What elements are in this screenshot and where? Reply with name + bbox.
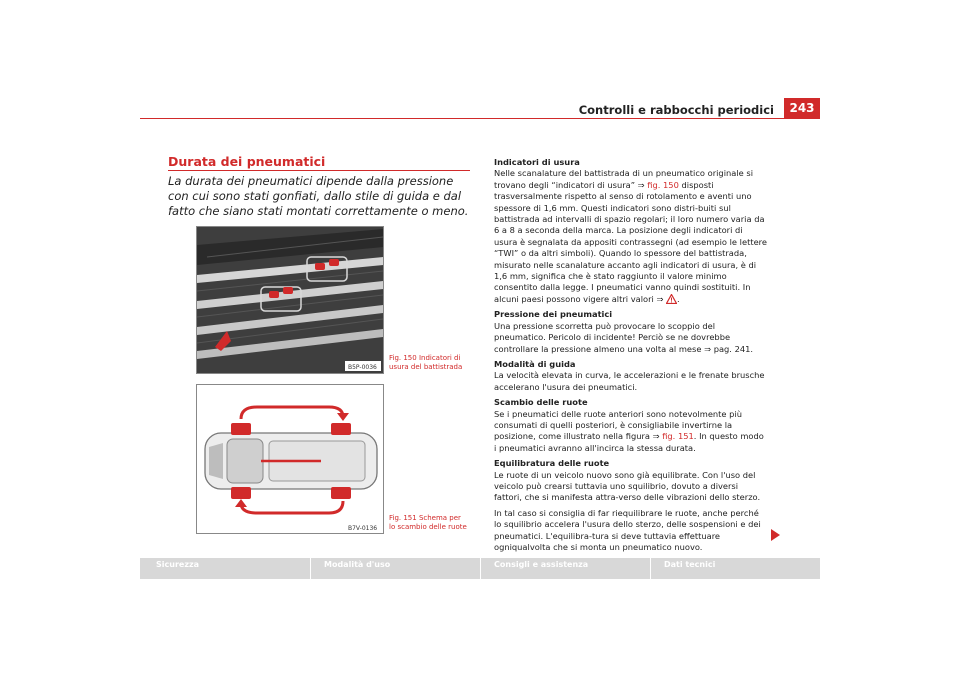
section-intro: La durata dei pneumatici dipende dalla pressione con cui sono stati gonfiati, dallo stile di guida e dal fatto che siano stati montati correttamente o meno. <box>168 174 469 218</box>
warning-triangle-icon[interactable] <box>666 294 677 304</box>
subheading-indicatori: Indicatori di usura <box>494 157 580 167</box>
paragraph-equilibratura-1: Le ruote di un veicolo nuovo sono già equilibrate. Con l'uso del veicolo può crearsi tuttavia uno squilibrio, dovuto a diversi fattori, che si manifesta attra-verso delle vibrazioni dello sterzo. <box>494 469 761 503</box>
body-column <box>494 157 768 553</box>
paragraph-scambio: Se i pneumatici delle ruote anteriori sono notevolmente più consumati di quelli posteriori, è consigliabile invertirne la posizione, come illustrato nella figura ⇒ fig. 151. In questo modo i pneumatici avranno all'incirca la stessa durata. <box>494 408 764 453</box>
header-rule <box>140 118 820 119</box>
paragraph-equilibratura-2: In tal caso si consiglia di far riequilibrare le ruote, anche perché lo squilibrio accelera l'usura dello sterzo, delle sospensioni e dei pneumatici. L'equilibra-tura si deve tuttavia effettuare ogniqualvolta che si monta un pneumatico nuovo. <box>494 507 761 552</box>
footer-separator <box>310 558 311 579</box>
figure-code: B7V-0136 <box>348 525 378 532</box>
subheading-equilibratura: Equilibratura delle ruote <box>494 458 610 469</box>
paragraph-indicatori: Nelle scanalature del battistrada di un pneumatico originale si trovano degli “indicatori di usura” ⇒ fig. 150 disposti trasversalmente rispetto al senso di rotolamento e aventi uno spessore di 1,6 mm. Questi indicatori sono distri-buiti sul battistrada ad intervalli di spazio regolari; il loro numero varia da 6 a 8 a seconda della marca. La posizione degli indicatori di usura è segnalata da appositi contrassegni (ad esempio le lettere “TWI” o da altri simboli). Quando lo spessore del battistrada, misurato nelle scanalature accanto agli indicatori di usura, è di 1,6 mm, significa che è stato raggiunto il valore minimo consentito dalla legge. I pneumatici vanno quindi sostituiti. In alcuni paesi possono vigere altri valori ⇒ . <box>494 168 768 304</box>
footer-tab-dati-tecnici[interactable]: Dati tecnici <box>664 560 716 569</box>
footer-tab-consigli-assistenza[interactable]: Consigli e assistenza <box>494 560 589 569</box>
fig-150-link[interactable]: fig. 150 <box>647 179 679 190</box>
subheading-scambio: Scambio delle ruote <box>494 397 588 408</box>
figure-wheel-rotation <box>196 384 384 534</box>
footer-tab-sicurezza[interactable]: Sicurezza <box>156 560 200 569</box>
figure-code: B5P-0036 <box>348 364 377 371</box>
paragraph-pressione: Una pressione scorretta può provocare lo scoppio del pneumatico. Pericolo di incidente! Perciò se ne dovrebbe controllare la pressione almeno una volta al mese ⇒ pag. 241. <box>494 320 754 354</box>
subheading-pressione: Pressione dei pneumatici <box>494 309 613 320</box>
next-page-arrow-icon[interactable] <box>771 529 780 541</box>
footer-separator <box>650 558 651 579</box>
section-rule <box>168 170 470 171</box>
fig-151-link[interactable]: fig. 151 <box>662 431 694 442</box>
tread-illustration <box>197 227 383 373</box>
running-header-title: Controlli e rabbocchi periodici <box>578 103 774 117</box>
figure-caption: Fig. 150 Indicatori di usura del battistrada <box>389 354 463 371</box>
wheel-rotation-illustration <box>197 385 383 533</box>
paragraph-guida: La velocità elevata in curva, le accelerazioni e le frenate brusche accelerano l'usura dei pneumatici. <box>494 370 765 392</box>
figure-caption: Fig. 151 Schema per lo scambio delle ruote <box>389 514 467 531</box>
subheading-guida: Modalità di guida <box>494 358 576 369</box>
figure-tread-wear <box>196 226 384 374</box>
page-number: 243 <box>784 98 820 118</box>
footer-tab-modalita-uso[interactable]: Modalità d'uso <box>324 560 391 569</box>
section-title: Durata dei pneumatici <box>168 154 326 169</box>
footer-separator <box>480 558 481 579</box>
